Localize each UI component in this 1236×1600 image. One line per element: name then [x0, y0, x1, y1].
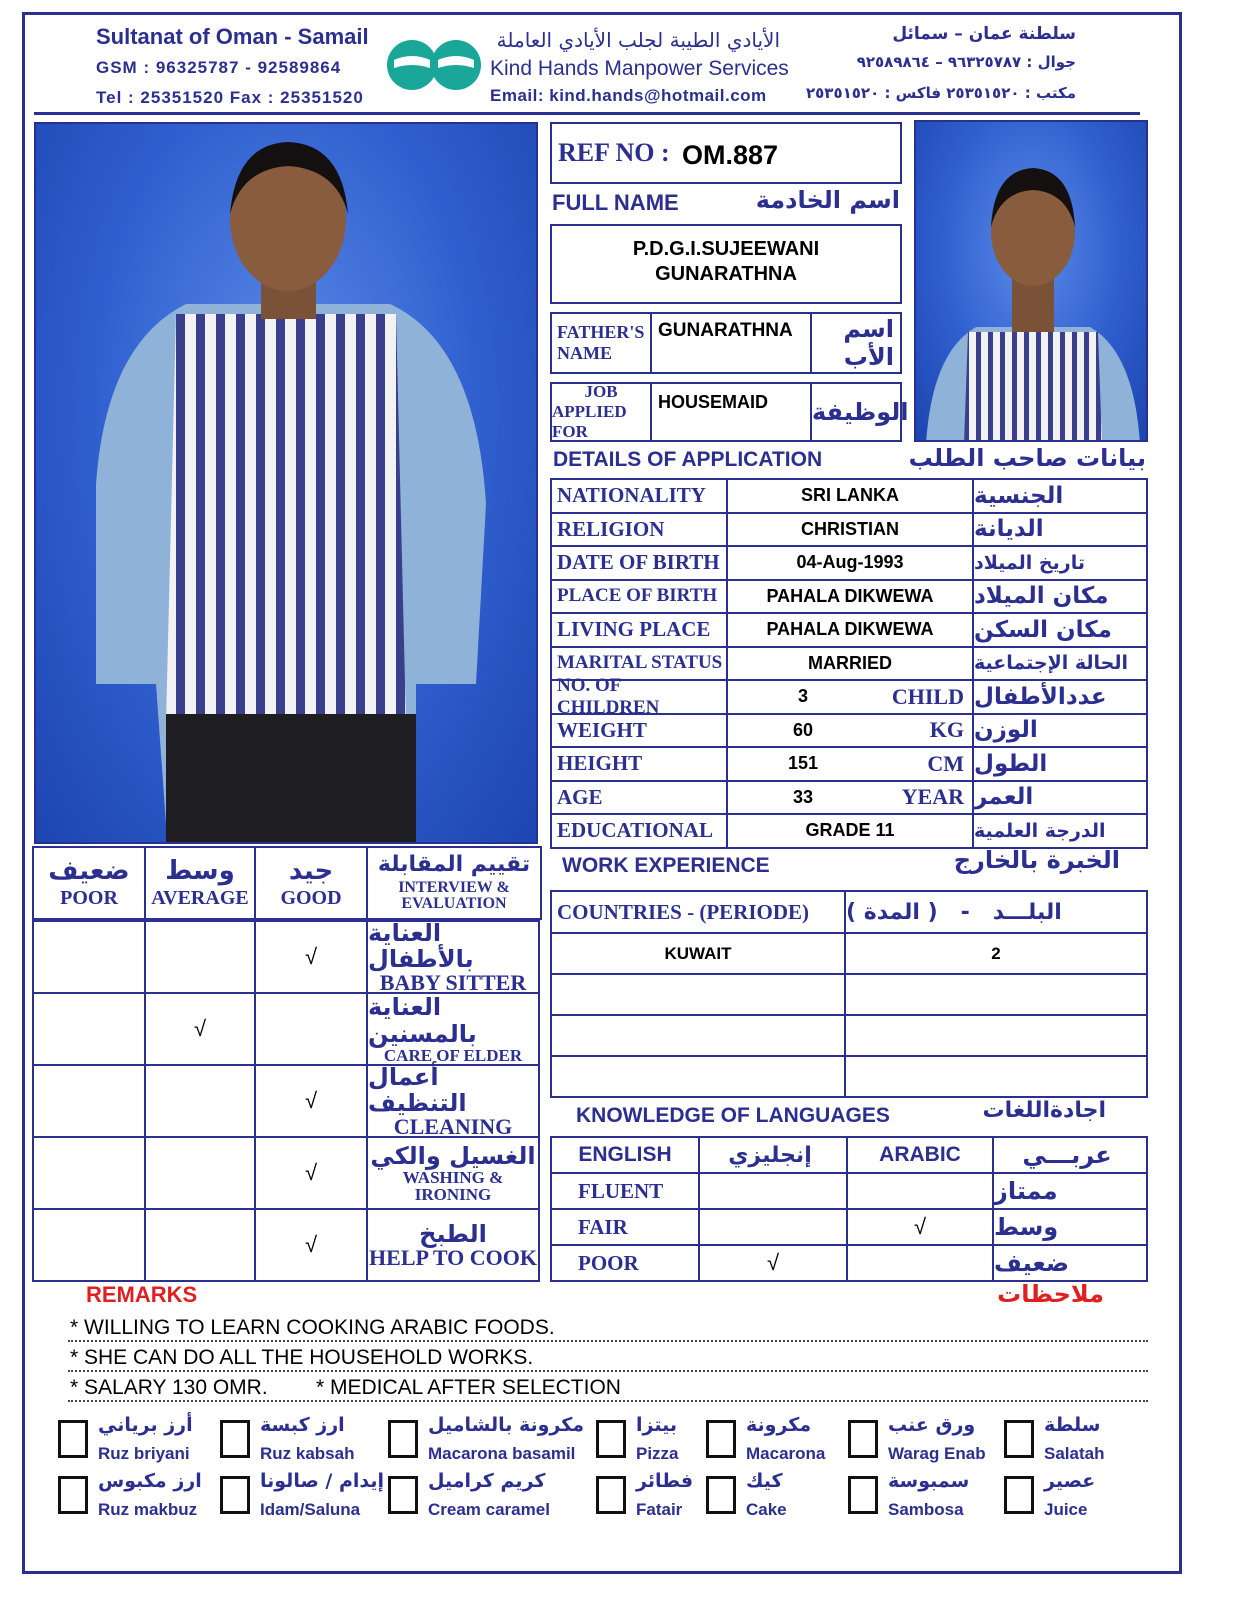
food-checkbox[interactable] — [388, 1420, 418, 1458]
lang-arabic-ar: عربـــي — [992, 1136, 1148, 1174]
portrait-photo — [914, 120, 1148, 442]
work-country-cell — [550, 932, 846, 975]
check-mark: √ — [304, 944, 318, 969]
eval-skill-ar: العناية بالمسنين — [368, 993, 477, 1048]
mobile-ar: جوال : ٩٦٣٢٥٧٨٧ – ٩٢٥٨٩٨٦٤ — [856, 53, 1076, 71]
food-checkbox[interactable] — [848, 1476, 878, 1514]
eval-skill-en: CARE OF ELDER — [383, 1045, 523, 1065]
food-checkbox[interactable] — [58, 1420, 88, 1458]
work-col-header — [550, 890, 846, 934]
eval-skill-en: CLEANING — [393, 1114, 513, 1140]
detail-unit: KG — [929, 717, 964, 743]
detail-label-ar: تاريخ الميلاد — [972, 545, 1148, 581]
check-mark: √ — [304, 1160, 318, 1185]
work-col-ar: البلـــد - ( المدة ) — [844, 890, 1148, 934]
food-name-en: Pizza — [636, 1444, 679, 1463]
detail-value: 60 — [792, 719, 814, 740]
full-name-box — [550, 224, 902, 304]
detail-value: SRI LANKA — [801, 485, 899, 506]
food-name-en: Salatah — [1044, 1444, 1105, 1463]
detail-value: PAHALA DIKWEWA — [766, 585, 934, 606]
lang-level-ar: ضعيف — [992, 1244, 1148, 1282]
lang-level-en: FLUENT — [550, 1172, 700, 1210]
header-divider — [34, 112, 1140, 115]
food-name-ar: سلطة — [1044, 1414, 1101, 1436]
full-name-line1: P.D.G.I.SUJEEWANI — [632, 238, 820, 260]
food-name-ar: كيك — [746, 1470, 783, 1492]
detail-value: MARRIED — [808, 652, 892, 673]
evaluation-table — [32, 846, 540, 1280]
food-checkbox[interactable] — [596, 1420, 626, 1458]
food-checkbox[interactable] — [1004, 1476, 1034, 1514]
eval-skill-en: BABY SITTER — [379, 970, 527, 996]
father-label-2: NAME — [557, 343, 612, 363]
detail-value-cell — [726, 746, 974, 782]
remarks-label-ar: ملاحظات — [997, 1280, 1104, 1308]
lang-english-ar: إنجليزي — [698, 1136, 848, 1174]
eval-rating-cell — [144, 1136, 256, 1210]
detail-label: RELIGION — [550, 512, 728, 548]
eval-rating-cell — [254, 1064, 368, 1138]
remarks-label: REMARKS — [86, 1282, 198, 1307]
detail-label: LIVING PLACE — [550, 612, 728, 648]
ref-number: OM.887 — [682, 140, 779, 170]
work-period-cell — [844, 932, 1148, 975]
company-name-en: Sultanat of Oman - Samail — [96, 24, 369, 49]
check-mark: √ — [304, 1088, 318, 1113]
food-name-ar: مكرونة — [746, 1414, 812, 1436]
lang-arabic-level-cell — [846, 1208, 994, 1246]
eval-header-ar: وسط — [165, 856, 235, 886]
detail-value-cell — [726, 478, 974, 514]
food-name-en: Idam/Saluna — [260, 1500, 361, 1519]
check-mark: √ — [913, 1214, 927, 1239]
lang-english-level-cell — [698, 1172, 848, 1210]
eval-header-ar: جيد — [288, 856, 334, 886]
detail-label-ar: الحالة الإجتماعية — [972, 646, 1148, 682]
detail-label: NATIONALITY — [550, 478, 728, 514]
eval-header-cell — [144, 846, 256, 920]
lang-level-ar: ممتاز — [992, 1172, 1148, 1210]
eval-skill-cell — [366, 1136, 540, 1210]
detail-label-ar: الوزن — [972, 713, 1148, 749]
father-name-value: GUNARATHNA — [658, 320, 793, 341]
details-title-ar: بيانات صاحب الطلب — [908, 444, 1146, 472]
remark-divider-1 — [68, 1340, 1148, 1342]
eval-skill-en: WASHING & IRONING — [402, 1168, 504, 1205]
eval-skill-ar: الغسيل والكي — [370, 1141, 536, 1170]
eval-rating-cell — [254, 992, 368, 1066]
detail-label: NO. OF CHILDREN — [550, 679, 728, 715]
food-name-ar: عصير — [1044, 1470, 1096, 1492]
eval-skill-cell — [366, 1208, 540, 1282]
eval-rating-cell — [144, 992, 256, 1066]
detail-label-ar: الديانة — [972, 512, 1148, 548]
remark-line-3a: * SALARY 130 OMR. — [70, 1376, 268, 1399]
gsm-numbers: GSM : 96325787 - 92589864 — [96, 58, 342, 77]
job-label-cell — [550, 382, 652, 442]
eval-rating-cell — [254, 1208, 368, 1282]
detail-value: GRADE 11 — [805, 820, 895, 841]
detail-label: HEIGHT — [550, 746, 728, 782]
check-mark: √ — [193, 1016, 207, 1041]
lang-level-en: FAIR — [550, 1208, 700, 1246]
food-name-en: Ruz kabsah — [260, 1444, 355, 1463]
food-name-ar: بيتزا — [636, 1414, 677, 1436]
eval-skill-ar: أعمال التنظيف — [368, 1062, 467, 1117]
check-mark: √ — [304, 1232, 318, 1257]
food-checkbox[interactable] — [220, 1420, 250, 1458]
job-value: HOUSEMAID — [658, 392, 769, 412]
food-checkbox[interactable] — [596, 1476, 626, 1514]
food-name-ar: كريم كراميل — [428, 1470, 546, 1492]
company-name-center-en: Kind Hands Manpower Services — [490, 57, 789, 80]
full-name-label: FULL NAME — [552, 190, 679, 215]
eval-header-en: AVERAGE — [151, 887, 249, 909]
eval-skill-ar: العناية بالأطفال — [368, 918, 474, 973]
ref-label: REF NO : — [558, 138, 670, 167]
food-name-ar: ارز مكبوس — [98, 1470, 202, 1492]
check-mark: √ — [766, 1250, 780, 1275]
eval-skill-ar: الطبخ — [419, 1219, 487, 1248]
kind-hands-logo — [384, 38, 484, 92]
eval-header-cell — [32, 846, 146, 920]
detail-value-cell — [726, 780, 974, 816]
detail-label: WEIGHT — [550, 713, 728, 749]
remark-divider-2 — [68, 1370, 1148, 1372]
work-col-en: COUNTRIES - (PERIODE) — [557, 899, 810, 924]
job-label-1: JOB — [584, 382, 618, 401]
food-name-en: Juice — [1044, 1500, 1088, 1519]
lang-level-en: POOR — [550, 1244, 700, 1282]
food-name-ar: فطائر — [636, 1470, 694, 1492]
lang-level-ar: وسط — [992, 1208, 1148, 1246]
eval-header-cell — [366, 846, 542, 920]
eval-skill-cell — [366, 920, 540, 994]
detail-label-ar: الجنسية — [972, 478, 1148, 514]
detail-label-ar: عددالأطفال — [972, 679, 1148, 715]
detail-value: 3 — [797, 686, 808, 707]
job-value-cell — [650, 382, 812, 442]
remark-line-2: * SHE CAN DO ALL THE HOUSEHOLD WORKS. — [70, 1346, 534, 1369]
food-checkbox[interactable] — [848, 1420, 878, 1458]
company-name-ar-right: سلطنة عمان – سمائل — [892, 24, 1076, 44]
detail-value-cell — [726, 512, 974, 548]
detail-unit: CM — [927, 750, 964, 776]
food-name-ar: إيدام / صالونا — [260, 1470, 385, 1492]
food-name-en: Cake — [746, 1500, 787, 1519]
eval-skill-cell — [366, 992, 540, 1066]
food-name-en: Ruz briyani — [98, 1444, 190, 1463]
eval-rating-cell — [144, 1064, 256, 1138]
work-period-cell — [844, 1014, 1148, 1057]
detail-value-cell — [726, 646, 974, 682]
ref-box — [550, 122, 902, 184]
full-body-photo — [34, 122, 538, 844]
lang-arabic-level-cell — [846, 1244, 994, 1282]
full-name-line2: GUNARATHNA — [655, 263, 797, 285]
food-name-en: Macarona basamil — [428, 1444, 576, 1463]
eval-header-en: POOR — [60, 887, 118, 909]
work-experience-title-ar: الخبرة بالخارج — [953, 846, 1120, 874]
father-value-cell — [650, 312, 812, 374]
detail-value-cell — [726, 679, 974, 715]
tel-fax: Tel : 25351520 Fax : 25351520 — [96, 88, 364, 107]
food-name-en: Cream caramel — [428, 1500, 550, 1519]
eval-rating-cell — [254, 1136, 368, 1210]
languages-title: KNOWLEDGE OF LANGUAGES — [576, 1104, 890, 1127]
eval-header-ar: ضعيف — [48, 856, 130, 886]
remark-line-3b: * MEDICAL AFTER SELECTION — [316, 1376, 621, 1399]
company-name-ar: الأيادي الطيبة لجلب الأيادي العاملة — [496, 28, 780, 52]
eval-rating-cell — [32, 992, 146, 1066]
food-name-ar: سمبوسة — [888, 1470, 970, 1492]
detail-unit: YEAR — [901, 784, 964, 810]
eval-rating-cell — [32, 1136, 146, 1210]
lang-english-level-cell — [698, 1244, 848, 1282]
detail-label: EDUCATIONAL — [550, 813, 728, 849]
detail-value: 33 — [792, 786, 814, 807]
work-country-cell — [550, 1055, 846, 1098]
eval-rating-cell — [32, 1208, 146, 1282]
detail-label: AGE — [550, 780, 728, 816]
detail-value-cell — [726, 813, 974, 849]
work-country-cell — [550, 1014, 846, 1057]
eval-header-en: INTERVIEW & EVALUATION — [398, 879, 510, 912]
detail-value: CHRISTIAN — [801, 518, 899, 539]
food-checkbox[interactable] — [706, 1476, 736, 1514]
eval-header-cell — [254, 846, 368, 920]
eval-rating-cell — [144, 1208, 256, 1282]
work-experience-title: WORK EXPERIENCE — [562, 854, 770, 877]
eval-skill-en: HELP TO COOK — [369, 1245, 537, 1271]
company-email: Email: kind.hands@hotmail.com — [490, 86, 767, 105]
eval-rating-cell — [144, 920, 256, 994]
food-name-en: Macarona — [746, 1444, 826, 1463]
food-name-en: Ruz makbuz — [98, 1500, 198, 1519]
full-name-label-ar: اسم الخادمة — [755, 186, 900, 214]
remark-line-1: * WILLING TO LEARN COOKING ARABIC FOODS. — [70, 1316, 555, 1339]
office-ar: مكتب : ٢٥٣٥١٥٢٠ فاكس : ٢٥٣٥١٥٢٠ — [805, 84, 1076, 102]
detail-value: 04-Aug-1993 — [796, 552, 904, 573]
food-name-en: Sambosa — [888, 1500, 964, 1519]
food-name-ar: ورق عنب — [888, 1414, 976, 1436]
work-period-cell — [844, 973, 1148, 1016]
work-country: KUWAIT — [664, 943, 732, 963]
food-name-ar: أرز برياني — [98, 1414, 193, 1436]
job-label-2: APPLIED FOR — [552, 402, 627, 441]
details-title: DETAILS OF APPLICATION — [553, 448, 823, 471]
food-name-en: Fatair — [636, 1500, 683, 1519]
food-checkbox[interactable] — [58, 1476, 88, 1514]
detail-label: DATE OF BIRTH — [550, 545, 728, 581]
eval-rating-cell — [32, 920, 146, 994]
lang-english-level-cell — [698, 1208, 848, 1246]
work-experience-table — [550, 890, 1148, 1096]
detail-value-cell — [726, 612, 974, 648]
detail-value-cell — [726, 713, 974, 749]
eval-rating-cell — [254, 920, 368, 994]
eval-header-en: GOOD — [280, 887, 342, 909]
detail-value-cell — [726, 579, 974, 615]
work-period-cell — [844, 1055, 1148, 1098]
work-period: 2 — [991, 943, 1001, 963]
detail-label: MARITAL STATUS — [550, 646, 728, 682]
detail-value: PAHALA DIKWEWA — [766, 619, 934, 640]
work-country-cell — [550, 973, 846, 1016]
lang-arabic-level-cell — [846, 1172, 994, 1210]
languages-title-ar: اجادةاللغات — [982, 1098, 1106, 1123]
eval-header-ar: تقييم المقابلة — [377, 852, 531, 877]
detail-label-ar: الدرجة العلمية — [972, 813, 1148, 849]
remark-divider-3 — [68, 1400, 1148, 1402]
detail-label-ar: مكان الميلاد — [972, 579, 1148, 615]
lang-english-en: ENGLISH — [550, 1136, 700, 1174]
detail-value: 151 — [787, 753, 819, 774]
lang-arabic-en: ARABIC — [846, 1136, 994, 1174]
food-checkbox[interactable] — [706, 1420, 736, 1458]
father-label-cell — [550, 312, 652, 374]
detail-label-ar: مكان السكن — [972, 612, 1148, 648]
detail-label-ar: الطول — [972, 746, 1148, 782]
father-label-ar: اسم الأب — [810, 312, 902, 374]
father-label-1: FATHER'S — [557, 322, 645, 342]
food-name-en: Warag Enab — [888, 1444, 986, 1463]
food-checkbox[interactable] — [1004, 1420, 1034, 1458]
food-name-ar: مكرونة بالشاميل — [428, 1414, 585, 1436]
food-checkbox[interactable] — [388, 1476, 418, 1514]
job-label-ar: الوظيفة — [810, 382, 902, 442]
detail-value-cell — [726, 545, 974, 581]
detail-label-ar: العمر — [972, 780, 1148, 816]
detail-label: PLACE OF BIRTH — [550, 579, 728, 615]
food-name-ar: ارز كبسة — [260, 1414, 345, 1436]
eval-skill-cell — [366, 1064, 540, 1138]
food-checkbox[interactable] — [220, 1476, 250, 1514]
eval-rating-cell — [32, 1064, 146, 1138]
detail-unit: CHILD — [891, 683, 964, 709]
